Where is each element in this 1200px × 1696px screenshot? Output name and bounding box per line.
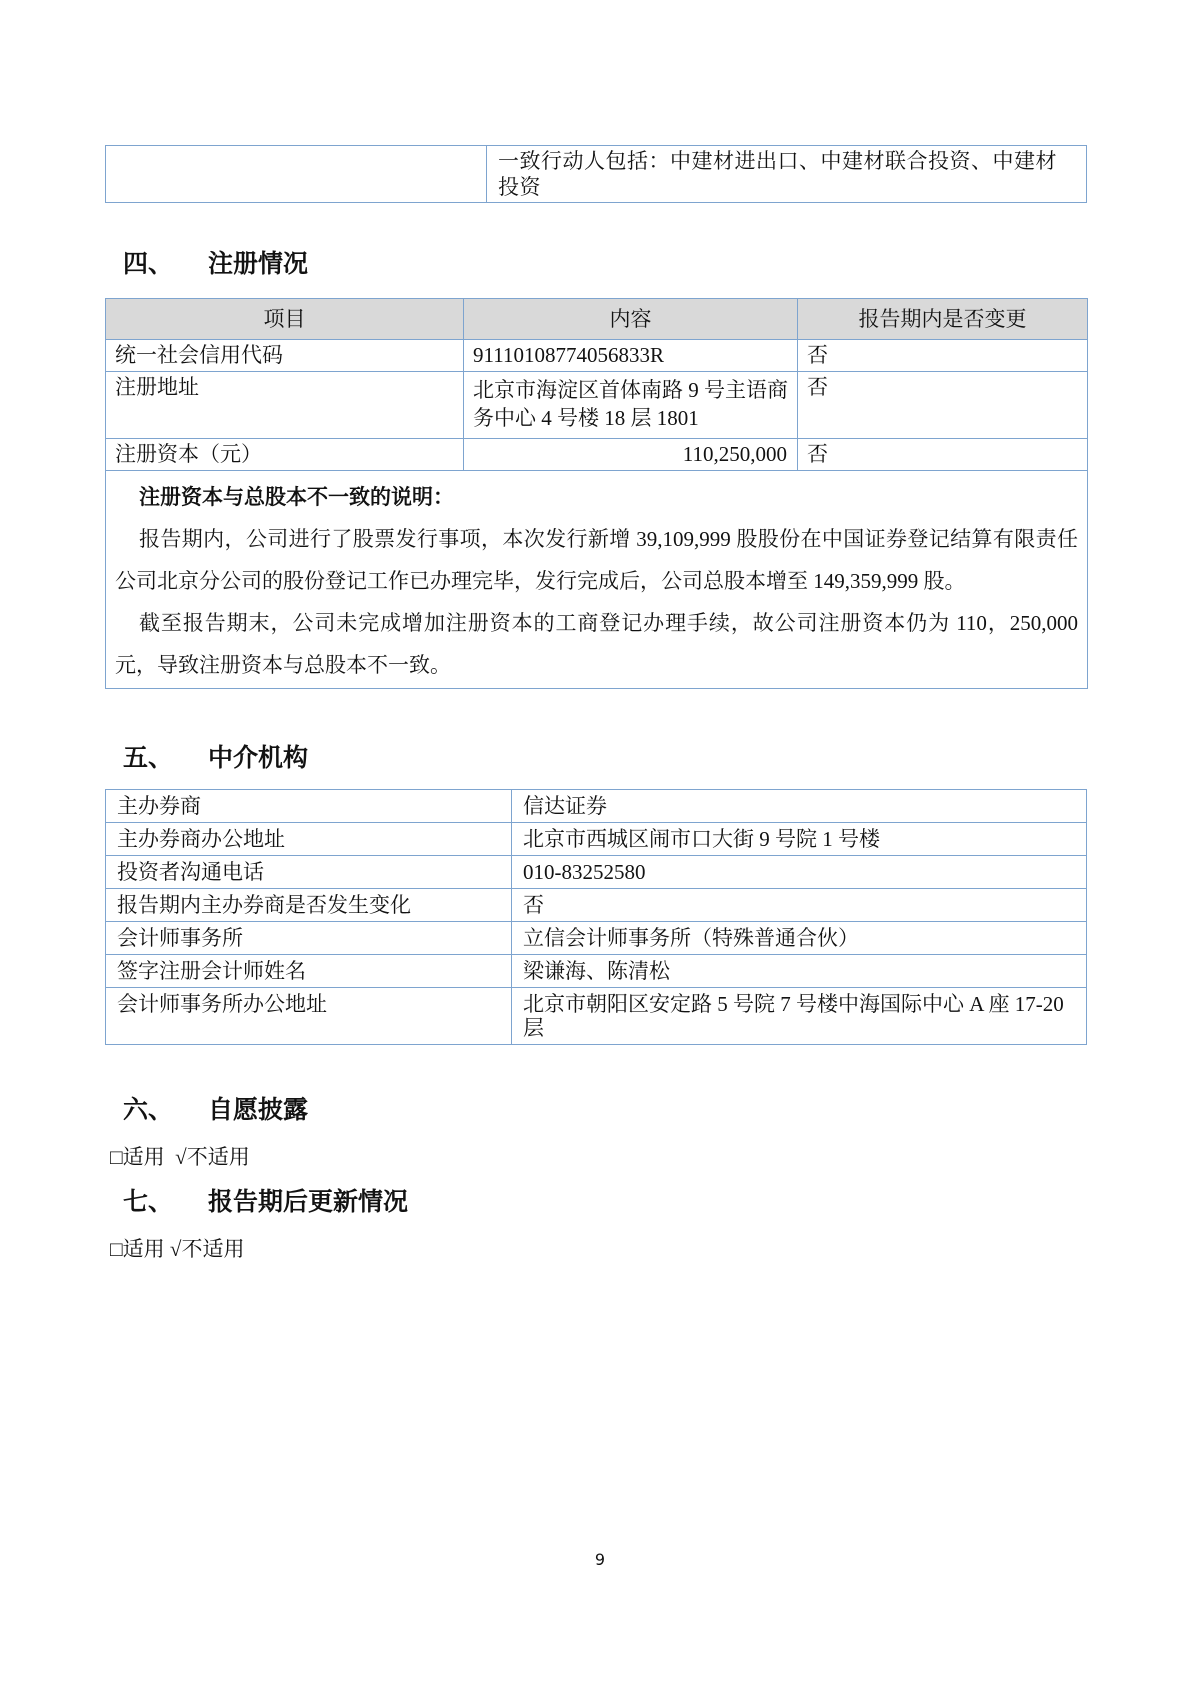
mid-row-value: 梁谦海、陈清松: [512, 955, 1087, 988]
table-header-row: [106, 299, 1088, 340]
mid-row-value: 010-83252580: [512, 856, 1087, 889]
note-title: 注册资本与总股本不一致的说明：: [139, 485, 454, 509]
table-row: [106, 471, 1088, 689]
table-row: [106, 372, 1088, 439]
table-row: [106, 988, 1087, 1045]
mid-row-value: 北京市西城区闹市口大街 9 号院 1 号楼: [512, 823, 1087, 856]
note-cell: [106, 471, 1088, 689]
intermediary-table: [105, 789, 1087, 1045]
carryover-empty-cell: [106, 146, 487, 203]
table-row: [106, 439, 1088, 471]
table-row: [106, 955, 1087, 988]
section-6-number: 六、: [123, 1097, 174, 1124]
carryover-table: [105, 145, 1087, 203]
section-7-number: 七、: [123, 1189, 174, 1216]
section-4-title: 注册情况: [208, 251, 309, 278]
reg-row-label: 注册地址: [106, 372, 464, 439]
mid-row-label: 会计师事务所办公地址: [106, 988, 512, 1045]
reg-row-value: 91110108774056833R: [464, 340, 798, 372]
note-paragraph: 截至报告期末，公司未完成增加注册资本的工商登记办理手续，故公司注册资本仍为 110，250,000 元，导致注册资本与总股本不一致。: [115, 611, 1078, 677]
mid-row-value: 信达证券: [512, 790, 1087, 823]
table-row: [106, 823, 1087, 856]
section-7-heading: [105, 1189, 1087, 1217]
section-6-title: 自愿披露: [208, 1097, 309, 1124]
section-5-number: 五、: [123, 745, 174, 772]
table-row: [106, 146, 1087, 203]
mid-row-label: 报告期内主办券商是否发生变化: [106, 889, 512, 922]
page-number: 9: [594, 1550, 606, 1569]
section-4-number: 四、: [123, 251, 174, 278]
reg-row-value: 110,250,000: [464, 439, 798, 471]
reg-row-value: 北京市海淀区首体南路 9 号主语商务中心 4 号楼 18 层 1801: [464, 372, 798, 439]
mid-row-label: 主办券商办公地址: [106, 823, 512, 856]
reg-header-changed: 报告期内是否变更: [798, 299, 1088, 340]
reg-row-label: 统一社会信用代码: [106, 340, 464, 372]
section-6-heading: [105, 1097, 1087, 1125]
note-paragraph: 报告期内，公司进行了股票发行事项，本次发行新增 39,109,999 股股份在中国证券登记结算有限责任公司北京分公司的股份登记工作已办理完毕，发行完成后，公司总股本增至 149,359,999 股。: [115, 527, 1078, 593]
table-row: [106, 790, 1087, 823]
mid-row-label: 主办券商: [106, 790, 512, 823]
mid-row-value: 否: [512, 889, 1087, 922]
table-row: [106, 889, 1087, 922]
reg-row-changed: 否: [798, 372, 1088, 439]
registration-table: [105, 298, 1088, 689]
section-5-title: 中介机构: [208, 745, 309, 772]
mid-row-value: 立信会计师事务所（特殊普通合伙）: [512, 922, 1087, 955]
section-6-applicability: □适用 √不适用: [110, 1145, 250, 1169]
section-7-title: 报告期后更新情况: [208, 1189, 409, 1216]
section-4-heading: [105, 251, 1087, 279]
table-row: [106, 340, 1088, 372]
table-row: [106, 922, 1087, 955]
reg-row-changed: 否: [798, 439, 1088, 471]
table-row: [106, 856, 1087, 889]
section-7-applicability: □适用 √不适用: [110, 1237, 245, 1261]
reg-row-changed: 否: [798, 340, 1088, 372]
mid-row-label: 会计师事务所: [106, 922, 512, 955]
reg-row-label: 注册资本（元）: [106, 439, 464, 471]
reg-header-item: 项目: [106, 299, 464, 340]
carryover-value-cell: 一致行动人包括：中建材进出口、中建材联合投资、中建材投资: [487, 146, 1087, 203]
mid-row-value: 北京市朝阳区安定路 5 号院 7 号楼中海国际中心 A 座 17-20 层: [512, 988, 1087, 1045]
section-5-heading: [105, 745, 1087, 773]
mid-row-label: 签字注册会计师姓名: [106, 955, 512, 988]
page-content: [105, 0, 1087, 1261]
reg-header-content: 内容: [464, 299, 798, 340]
mid-row-label: 投资者沟通电话: [106, 856, 512, 889]
